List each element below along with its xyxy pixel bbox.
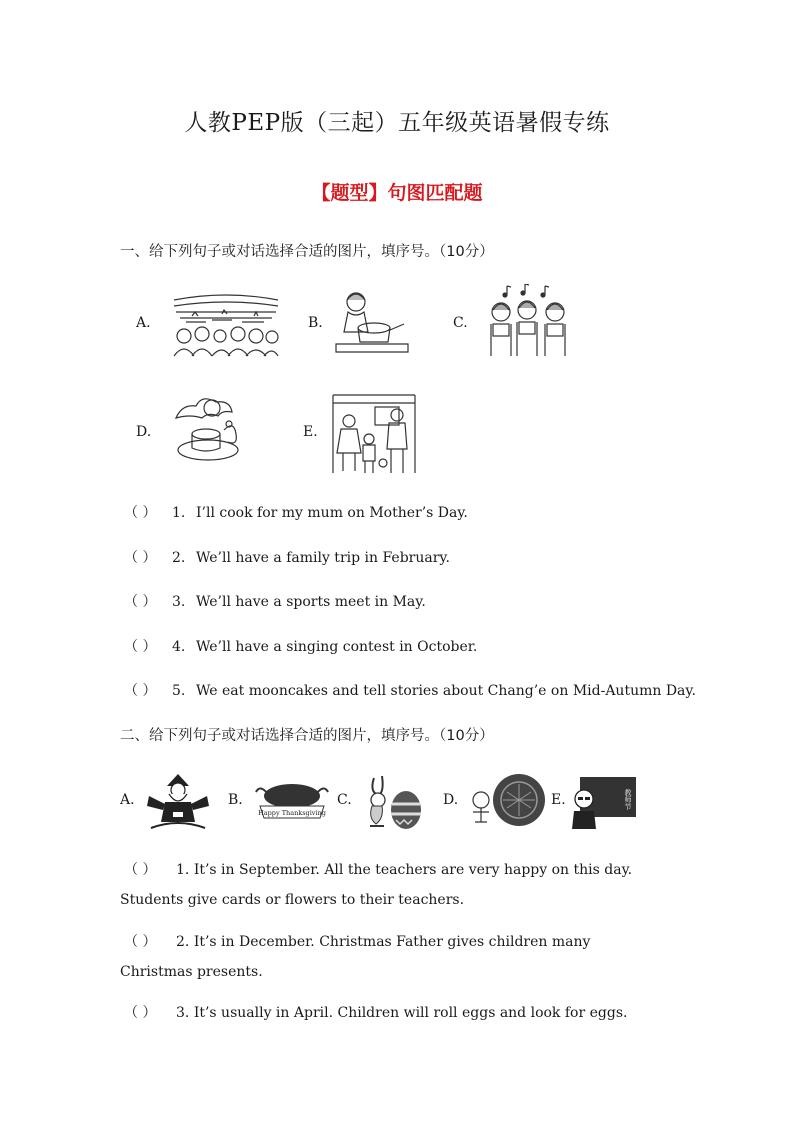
answer-blank[interactable]: （ ） (124, 683, 157, 699)
family-trip-picture (331, 393, 417, 475)
section2-question-2: （ ） 2. It’s in December. Christmas Father gives children many Christmas presents. (120, 927, 660, 987)
thanksgiving-banner-text: Happy Thanksgiving (258, 809, 326, 817)
answer-blank[interactable]: （ ） (124, 639, 157, 655)
section2-heading: 二、给下列句子或对话选择合适的图片，填序号。（10分） (120, 728, 494, 744)
section1-heading: 一、给下列句子或对话选择合适的图片，填序号。（10分） (120, 244, 494, 260)
section2-question-3: （ ） 3. It’s usually in April. Children will roll eggs and look for eggs. (120, 998, 660, 1028)
section2-question-1: （ ） 1. It’s in September. All the teachers are very happy on this day. Students give cards or flowers to their teachers. (120, 855, 660, 915)
section2-option-d-label: D. (443, 792, 459, 808)
section2-option-b-label: B. (228, 792, 243, 808)
section2-option-c-label: C. (337, 792, 352, 808)
section1-option-c-label: C. (453, 315, 468, 331)
teacher-picture (570, 775, 638, 829)
answer-blank[interactable]: （ ） (124, 594, 157, 610)
singing-contest-picture (485, 284, 573, 358)
answer-blank[interactable]: （ ） (124, 1005, 157, 1021)
teachers-day-board-text: 教师节 (624, 789, 632, 810)
section1-question-3: （ ） 3. We’ll have a sports meet in May. (124, 591, 426, 611)
question-type-title: 【题型】句图匹配题 (311, 182, 483, 204)
sports-meet-picture (172, 292, 280, 358)
mooncake-moon-picture (467, 770, 547, 832)
section1-option-e-label: E. (303, 424, 318, 440)
section1-question-4: （ ） 4. We’ll have a singing contest in October. (124, 636, 477, 656)
easter-bunny-picture (360, 774, 426, 832)
cooking-picture (332, 288, 412, 356)
section1-option-d-label: D. (136, 424, 152, 440)
turkey-picture (254, 778, 330, 822)
section1-question-2: （ ） 2. We’ll have a family trip in February. (124, 547, 450, 567)
answer-blank[interactable]: （ ） (124, 862, 157, 878)
santa-picture (145, 772, 211, 830)
answer-blank[interactable]: （ ） (124, 505, 157, 521)
answer-blank[interactable]: （ ） (124, 550, 157, 566)
page-title: 人教PEP版（三起）五年级英语暑假专练 (184, 110, 610, 136)
section1-question-5: （ ） 5. We eat mooncakes and tell stories about Chang’e on Mid-Autumn Day. (124, 680, 696, 700)
mooncake-picture (172, 390, 244, 466)
section1-question-1: （ ） 1. I’ll cook for my mum on Mother’s Day. (124, 502, 468, 522)
section2-option-e-label: E. (551, 792, 566, 808)
answer-blank[interactable]: （ ） (124, 934, 157, 950)
section2-option-a-label: A. (120, 792, 135, 808)
section1-option-a-label: A. (136, 315, 151, 331)
section1-option-b-label: B. (308, 315, 323, 331)
